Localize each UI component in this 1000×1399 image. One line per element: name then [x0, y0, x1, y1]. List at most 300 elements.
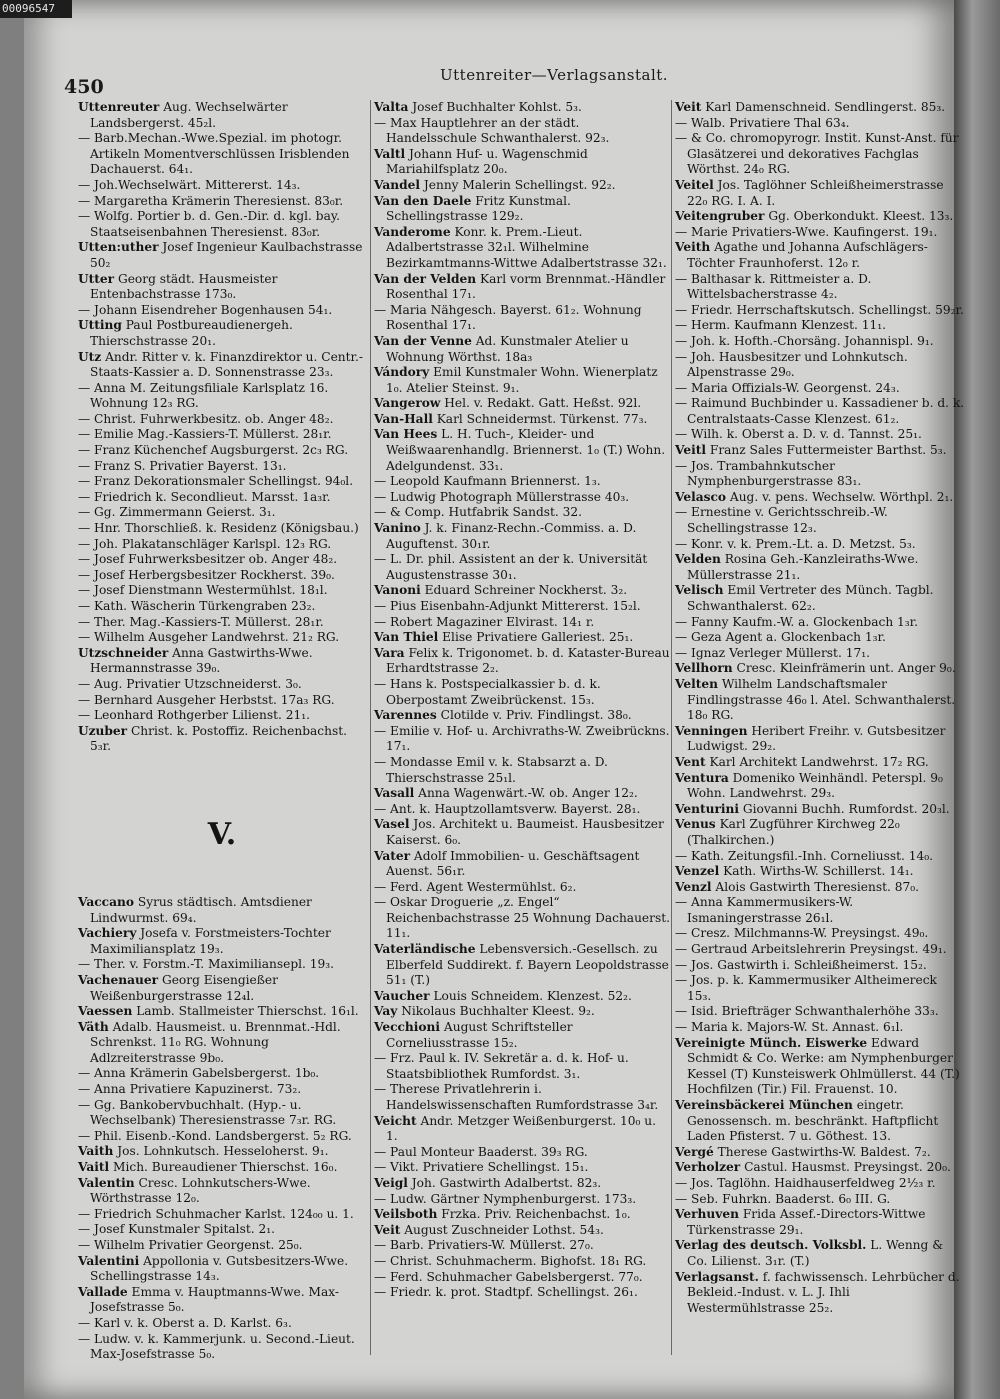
entry-details: eingetr. Genossensch. m. beschränkt. Haftpflicht Laden Pfisterst. 7 u. Göthest. 13.	[687, 1098, 939, 1144]
entry-details: — & Co. chromopyrogr. Instit. Kunst-Anst. für Glasätzerei und dekoratives Fachglas Wörthst. 24₀ RG.	[675, 131, 959, 177]
entry-surname: Vandel	[374, 177, 420, 192]
entry-details: Edward Schmidt & Co. Werke: am Nymphenburger Kessel (T) Kunsteiswerk Ohlmüllerst. 44 (T.) Hochfilzen (Tir.) Fil. Frauenst. 10.	[687, 1035, 960, 1097]
entry-surname: Vater	[374, 848, 411, 863]
directory-entry	[78, 131, 366, 178]
entry-details: L. H. Tuch-, Kleider- und Weißwaarenhandlg. Briennerst. 1₀ (T.) Wohn. Adelgundenst. 33₁.	[386, 427, 666, 473]
directory-entry	[78, 1332, 366, 1363]
entry-details: — Joh. k. Hofth.-Chorsäng. Johannispl. 9₁.	[675, 333, 934, 348]
entry-details: — Gertraud Arbeitslehrerin Preysingst. 49₁.	[675, 942, 947, 957]
entry-details: Louis Schneidem. Klenzest. 52₂.	[433, 988, 632, 1003]
entry-surname: Varennes	[374, 708, 437, 723]
entry-details: — Anna Kammermusikers-W. Ismaningerstrasse 26₁l.	[675, 895, 854, 925]
entry-details: L. Wenng & Co. Lilienst. 3₁r. (T.)	[687, 1238, 944, 1268]
directory-entry	[675, 209, 965, 225]
directory-entry	[78, 677, 366, 693]
entry-surname: Veigl	[374, 1175, 408, 1190]
entry-details: — Wilh. k. Oberst a. D. v. d. Tannst. 25₁.	[675, 427, 922, 442]
directory-entry	[374, 1020, 670, 1051]
entry-details: — Fanny Kaufm.-W. a. Glockenbach 1₃r.	[675, 614, 919, 629]
entry-details: Mich. Bureaudiener Thierschst. 16₀.	[113, 1160, 338, 1175]
directory-entry	[374, 880, 670, 896]
entry-details: J. k. Finanz-Rechn.-Commiss. a. D. Auguftenst. 30₁r.	[386, 521, 637, 551]
directory-entry	[374, 1192, 670, 1208]
directory-entry	[78, 1144, 366, 1160]
entry-details: Gg. Oberkondukt. Kleest. 13₃.	[768, 209, 954, 224]
directory-entry	[78, 194, 366, 210]
directory-entry	[675, 1238, 965, 1269]
entry-surname: Vent	[675, 754, 706, 769]
directory-entry	[374, 116, 670, 147]
entry-surname: Venningen	[675, 723, 748, 738]
entry-details: — Ferd. Agent Westermühlst. 6₂.	[374, 879, 577, 894]
directory-entry	[675, 677, 965, 724]
directory-entry	[374, 225, 670, 272]
directory-entry	[78, 724, 366, 755]
entry-details: — Marie Privatiers-Wwe. Kaufingerst. 19₁.	[675, 224, 938, 239]
entry-surname: Van-Hall	[374, 411, 433, 426]
entry-surname: Vaessen	[78, 1004, 133, 1019]
directory-entry	[675, 225, 965, 241]
entry-details: — Gg. Bankobervbuchhalt. (Hyp.- u. Wechselbank) Theresienstrasse 7₃r. RG.	[78, 1097, 337, 1128]
directory-entry	[675, 537, 965, 553]
entry-details: — Kath. Wäscherin Türkengraben 23₂.	[78, 599, 316, 613]
entry-details: — Wilhelm Privatier Georgenst. 25₀.	[78, 1238, 303, 1252]
running-header: Uttenreiter—Verlagsanstalt.	[440, 66, 669, 84]
directory-entry	[78, 1207, 366, 1223]
entry-details: Castul. Hausmst. Preysingst. 20₀.	[744, 1160, 951, 1175]
directory-entry	[675, 443, 965, 459]
directory-entry	[374, 989, 670, 1005]
directory-entry	[374, 849, 670, 880]
entry-details: — Josef Dienstmann Westermühlst. 18₁l.	[78, 583, 328, 598]
directory-entry	[78, 1160, 366, 1176]
directory-entry	[675, 1098, 965, 1145]
directory-entry	[675, 427, 965, 443]
entry-surname: Uzuber	[78, 723, 128, 738]
entry-surname: Vachiery	[78, 926, 137, 941]
directory-entry	[675, 1004, 965, 1020]
entry-details: — Maria k. Majors-W. St. Annast. 6₁l.	[675, 1020, 904, 1035]
entry-details: — Ant. k. Hauptzollamtsverw. Bayerst. 28₁.	[374, 801, 641, 816]
directory-entry	[374, 396, 670, 412]
entry-details: — Jos. Gastwirth i. Schleißheimerst. 15₂.	[675, 957, 927, 972]
entry-surname: Vachenauer	[78, 972, 159, 987]
directory-entry	[78, 381, 366, 412]
directory-entry	[374, 100, 670, 116]
column-rule	[671, 100, 672, 1355]
directory-entry	[78, 505, 366, 521]
entry-details: — Herm. Kaufmann Klenzest. 11₁.	[675, 318, 887, 333]
entry-details: Fritz Kunstmal. Schellingstrasse 129₂.	[386, 193, 571, 224]
directory-entry	[374, 412, 670, 428]
entry-details: Emil Vertreter des Münch. Tagbl. Schwanthalerst. 62₂.	[687, 583, 934, 613]
directory-entry	[675, 318, 965, 334]
directory-entry	[374, 615, 670, 631]
entry-surname: Vaucher	[374, 988, 430, 1003]
entry-details: — Phil. Eisenb.-Kond. Landsbergerst. 5₂ RG.	[78, 1128, 352, 1143]
section-letter-heading: V.	[207, 816, 237, 852]
directory-entry	[374, 1082, 670, 1113]
directory-entry	[78, 630, 366, 646]
entry-details: — Franz Küchenchef Augsburgerst. 2c₃ RG.	[78, 443, 349, 458]
entry-details: Emma v. Hauptmanns-Wwe. Max-Josefstrasse 5₀.	[90, 1284, 339, 1315]
entry-details: — Cresz. Milchmanns-W. Preysingst. 49₀.	[675, 926, 929, 941]
entry-surname: Vaterländische	[374, 942, 476, 957]
entry-details: — Wilhelm Ausgeher Landwehrst. 21₂ RG.	[78, 630, 340, 645]
entry-surname: Velasco	[675, 489, 727, 504]
directory-entry	[675, 131, 965, 178]
directory-entry	[374, 724, 670, 755]
entry-surname: Vecchioni	[374, 1020, 441, 1035]
entry-details: Frzka. Priv. Reichenbachst. 1₀.	[441, 1207, 631, 1222]
directory-entry	[374, 272, 670, 303]
entry-surname: Valtl	[374, 146, 406, 161]
directory-entry	[78, 1254, 366, 1285]
entry-surname: Velisch	[675, 583, 724, 598]
directory-entry	[78, 100, 366, 131]
directory-entry	[374, 583, 670, 599]
directory-entry	[78, 583, 366, 599]
directory-entry	[78, 1066, 366, 1082]
entry-details: — Paul Monteur Baaderst. 39₃ RG.	[374, 1144, 588, 1159]
directory-entry	[374, 365, 670, 396]
entry-details: — Josef Fuhrwerksbesitzer ob. Anger 48₂.	[78, 552, 338, 567]
directory-entry	[374, 521, 670, 552]
entry-details: Emil Kunstmaler Wohn. Wienerplatz 1₀. Atelier Steinst. 9₁.	[386, 365, 658, 395]
directory-entry	[675, 630, 965, 646]
entry-details: — Bernhard Ausgeher Herbstst. 17a₃ RG.	[78, 692, 335, 707]
entry-details: August Zuschneider Lothst. 54₃.	[404, 1222, 604, 1237]
directory-entry	[374, 942, 670, 989]
entry-surname: Valentini	[78, 1253, 140, 1268]
directory-entry	[374, 1145, 670, 1161]
directory-entry	[374, 786, 670, 802]
entry-details: Felix k. Trigonomet. b. d. Kataster-Bureau Erhardtstrasse 2₂.	[386, 645, 670, 676]
entry-details: — Johann Eisendreher Bogenhausen 54₁.	[78, 302, 333, 317]
directory-column-3	[675, 100, 965, 1316]
entry-details: Christ. k. Postoffiz. Reichenbachst. 5₃r.	[90, 723, 347, 754]
entry-details: Josef Buchhalter Kohlst. 5₃.	[412, 100, 582, 114]
directory-entry	[78, 178, 366, 194]
directory-entry	[78, 599, 366, 615]
entry-details: — Christ. Fuhrwerkbesitz. ob. Anger 48₂.	[78, 411, 334, 426]
directory-entry	[78, 1238, 366, 1254]
entry-details: Eduard Schreiner Nockherst. 3₂.	[424, 583, 628, 598]
directory-entry	[78, 568, 366, 584]
entry-details: Heribert Freihr. v. Gutsbesitzer Ludwigst. 29₂.	[687, 723, 946, 754]
entry-surname: Uttenreuter	[78, 100, 160, 114]
entry-surname: Valta	[374, 100, 409, 114]
directory-column-1	[78, 100, 366, 1363]
entry-surname: Veit	[675, 100, 702, 114]
entry-details: — & Comp. Hutfabrik Sandst. 32.	[374, 505, 583, 520]
directory-entry	[374, 1160, 670, 1176]
entry-details: — Maria Nähgesch. Bayerst. 61₂. Wohnung Rosenthal 17₁.	[374, 302, 642, 333]
entry-details: — Kath. Zeitungsfil.-Inh. Corneliusst. 14₀.	[675, 848, 934, 863]
entry-surname: Vergé	[675, 1144, 714, 1159]
page-number: 450	[64, 76, 104, 98]
directory-entry	[374, 708, 670, 724]
directory-entry	[675, 615, 965, 631]
directory-entry	[78, 646, 366, 677]
directory-entry	[78, 1020, 366, 1067]
entry-details: — Max Hauptlehrer an der städt. Handelsschule Schwanthalerst. 92₃.	[374, 115, 610, 146]
directory-entry	[675, 1270, 965, 1317]
entry-details: — L. Dr. phil. Assistent an der k. Universität Augustenstrasse 30₁.	[374, 552, 648, 582]
directory-entry	[675, 240, 965, 271]
entry-surname: Van Hees	[374, 427, 438, 442]
entry-details: — Margaretha Krämerin Theresienst. 83₀r.	[78, 193, 344, 208]
entry-surname: Vándory	[374, 365, 430, 380]
directory-entry	[374, 755, 670, 786]
directory-entry	[374, 490, 670, 506]
entry-details: — Ludwig Photograph Müllerstrasse 40₃.	[374, 489, 630, 504]
entry-surname: Veitengruber	[675, 209, 765, 224]
directory-entry	[675, 178, 965, 209]
entry-details: Jos. Taglöhner Schleißheimerstrasse 22₀ RG. I. A. I.	[687, 177, 944, 208]
directory-entry	[78, 240, 366, 271]
entry-details: — Isid. Briefträger Schwanthalerhöhe 33₃.	[675, 1004, 939, 1019]
entry-surname: Verlag des deutsch. Volksbl.	[675, 1238, 867, 1253]
entry-details: — Walb. Privatiere Thal 63₄.	[675, 115, 850, 130]
column-rule	[370, 100, 371, 1355]
directory-entry	[78, 537, 366, 553]
entry-details: Jenny Malerin Schellingst. 92₂.	[423, 177, 616, 192]
directory-entry	[374, 303, 670, 334]
entry-surname: Utting	[78, 318, 122, 333]
entry-details: Karl vorm Brennmat.-Händler Rosenthal 17₁.	[386, 271, 666, 302]
entry-details: — Ernestine v. Gerichtsschreib.-W. Schellingstrasse 12₃.	[675, 505, 888, 536]
directory-entry	[675, 864, 965, 880]
entry-surname: Verlagsanst.	[675, 1269, 759, 1284]
entry-surname: Veilsboth	[374, 1207, 438, 1222]
directory-entry	[374, 817, 670, 848]
entry-details: — Seb. Fuhrkn. Baaderst. 6₀ III. G.	[675, 1191, 891, 1206]
directory-entry	[78, 303, 366, 319]
entry-details: — Joh. Plakatanschläger Karlspl. 12₃ RG.	[78, 536, 332, 551]
directory-entry	[675, 490, 965, 506]
directory-entry	[675, 1160, 965, 1176]
entry-surname: Van der Venne	[374, 333, 472, 348]
directory-entry	[675, 396, 965, 427]
entry-surname: Veith	[675, 240, 711, 255]
entry-surname: Venus	[675, 817, 716, 832]
entry-details: — Geza Agent a. Glockenbach 1₃r.	[675, 630, 886, 645]
entry-surname: Veicht	[374, 1113, 417, 1128]
directory-entry	[675, 973, 965, 1004]
directory-entry	[374, 427, 670, 474]
entry-details: — Ignaz Verleger Müllerst. 17₁.	[675, 645, 870, 660]
directory-entry	[78, 1316, 366, 1332]
entry-details: — Aug. Privatier Utzschneiderst. 3₀.	[78, 676, 302, 691]
directory-entry	[675, 942, 965, 958]
entry-surname: Vaith	[78, 1144, 114, 1159]
directory-entry	[78, 1129, 366, 1145]
entry-details: — Anna Privatiere Kapuzinerst. 73₂.	[78, 1082, 302, 1097]
entry-surname: Utten:uther	[78, 240, 159, 255]
entry-details: Wilhelm Landschaftsmaler Findlingstrasse 46₀ l. Atel. Schwanthalerst. 18₀ RG.	[687, 676, 956, 723]
directory-entry	[374, 1176, 670, 1192]
entry-details: Karl Schneidermst. Türkenst. 77₃.	[436, 411, 648, 426]
directory-entry	[374, 802, 670, 818]
entry-details: Ad. Kunstmaler Atelier u Wohnung Wörthst. 18a₃	[386, 333, 629, 364]
entry-details: — Christ. Schuhmacherm. Bighofst. 18₁ RG.	[374, 1253, 647, 1268]
entry-details: Rosina Geh.-Kanzleiraths-Wwe. Müllerstrasse 21₁.	[687, 552, 919, 582]
entry-details: — Robert Magaziner Elvirast. 14₁ r.	[374, 614, 595, 629]
entry-surname: Venzel	[675, 864, 720, 879]
directory-entry	[675, 350, 965, 381]
entry-details: Karl Damenschneid. Sendlingerst. 85₃.	[705, 100, 946, 114]
directory-entry	[374, 474, 670, 490]
directory-entry	[78, 895, 366, 926]
entry-surname: Venturini	[675, 801, 739, 816]
entry-details: — Barb. Privatiers-W. Müllerst. 27₀.	[374, 1238, 594, 1253]
entry-details: — Ludw. Gärtner Nymphenburgerst. 173₃.	[374, 1191, 637, 1206]
directory-entry	[78, 957, 366, 973]
entry-surname: Utzschneider	[78, 645, 169, 660]
entry-details: — Jos. p. k. Kammermusiker Altheimereck 15₃.	[675, 973, 937, 1003]
entry-details: — Jos. Trambahnkutscher Nymphenburgerstrasse 83₁.	[675, 458, 862, 489]
entry-details: — Vikt. Privatiere Schellingst. 15₁.	[374, 1160, 589, 1175]
directory-entry	[374, 178, 670, 194]
entry-details: Cresc. Kleinfrämerin unt. Anger 9₀.	[736, 661, 956, 676]
directory-entry	[78, 693, 366, 709]
entry-surname: Väth	[78, 1019, 109, 1034]
entry-details: August Schriftsteller Corneliusstrasse 15₂.	[386, 1020, 573, 1050]
entry-details: — Leopold Kaufmann Briennerst. 1₃.	[374, 474, 601, 489]
entry-details: Therese Gastwirths-W. Baldest. 7₂.	[717, 1144, 931, 1159]
entry-details: Nikolaus Buchhalter Kleest. 9₂.	[401, 1004, 595, 1019]
entry-details: — Franz Dekorationsmaler Schellingst. 94₀l.	[78, 474, 354, 489]
entry-details: Syrus städtisch. Amtsdiener Lindwurmst. 69₄.	[90, 894, 312, 925]
entry-details: Appollonia v. Gutsbesitzers-Wwe. Schellingstrasse 14₃.	[90, 1253, 349, 1284]
directory-entry	[675, 1176, 965, 1192]
entry-details: — Friedrich Schuhmacher Karlst. 124₀₀ u. 1.	[78, 1206, 354, 1221]
directory-entry	[374, 552, 670, 583]
directory-entry	[374, 505, 670, 521]
entry-details: Joh. Gastwirth Adalbertst. 82₃.	[411, 1175, 602, 1190]
entry-details: Anna Wagenwärt.-W. ob. Anger 12₂.	[418, 786, 638, 801]
directory-entry	[78, 973, 366, 1004]
directory-entry	[78, 615, 366, 631]
directory-entry	[675, 1192, 965, 1208]
directory-entry	[78, 708, 366, 724]
entry-details: Jos. Lohnkutsch. Hesseloherst. 9₁.	[117, 1144, 329, 1159]
entry-details: Cresc. Lohnkutschers-Wwe. Wörthstrasse 12₀.	[90, 1175, 311, 1206]
directory-entry	[78, 1082, 366, 1098]
entry-details: — Frz. Paul k. IV. Sekretär a. d. k. Hof- u. Staatsbibliothek Rumfordst. 3₁.	[374, 1051, 629, 1081]
entry-details: — Therese Privatlehrerin i. Handelswissenschaften Rumfordstrasse 3₄r.	[374, 1082, 659, 1112]
directory-entry	[78, 1004, 366, 1020]
entry-details: Josef Ingenieur Kaulbachstrasse 50₂	[90, 240, 363, 270]
directory-entry	[675, 926, 965, 942]
directory-entry	[78, 1176, 366, 1207]
directory-entry	[78, 552, 366, 568]
entry-surname: Vay	[374, 1004, 398, 1019]
directory-entry	[78, 272, 366, 303]
directory-entry	[78, 926, 366, 957]
directory-entry	[374, 1223, 670, 1239]
directory-entry	[374, 599, 670, 615]
entry-details: Lamb. Stallmeister Thierschst. 16₁l.	[136, 1004, 359, 1019]
directory-entry	[675, 552, 965, 583]
entry-details: Jos. Architekt u. Baumeist. Hausbesitzer Kaiserst. 6₀.	[386, 817, 664, 847]
entry-details: — Josef Kunstmaler Spitalst. 2₁.	[78, 1222, 275, 1237]
entry-details: — Mondasse Emil v. k. Stabsarzt a. D. Thierschstrasse 25₁l.	[374, 754, 608, 785]
entry-details: — Barb.Mechan.-Wwe.Spezial. im photogr. Artikeln Momentverschlüssen Irisblenden Dachauerst. 64₁.	[78, 131, 350, 177]
scan-reference-id: 00096547	[0, 0, 72, 18]
entry-details: Clotilde v. Priv. Findlingst. 38₀.	[440, 708, 632, 723]
directory-entry	[675, 895, 965, 926]
directory-entry	[675, 303, 965, 319]
entry-details: Elise Privatiere Galleriest. 25₁.	[442, 630, 634, 645]
directory-entry	[374, 1114, 670, 1145]
entry-details: — Hans k. Postspecialkassier b. d. k. Oberpostamt Zweibrückenst. 15₃.	[374, 676, 601, 707]
entry-details: — Raimund Buchbinder u. Kassadiener b. d. k. Centralstaats-Casse Klenzest. 61₂.	[675, 396, 965, 426]
entry-details: — Ther. Mag.-Kassiers-T. Müllerst. 28₁r.	[78, 614, 324, 629]
entry-surname: Vangerow	[374, 396, 441, 411]
directory-entry	[374, 646, 670, 677]
directory-entry	[675, 661, 965, 677]
entry-details: — Josef Herbergsbesitzer Rockherst. 39₀.	[78, 567, 335, 582]
entry-details: Aug. Wechselwärter Landsbergerst. 45₂l.	[90, 100, 288, 130]
entry-surname: Vasel	[374, 817, 410, 832]
entry-surname: Veitl	[675, 443, 706, 458]
directory-entry	[78, 427, 366, 443]
entry-details: — Hnr. Thorschließ. k. Residenz (Königsbau.)	[78, 521, 359, 536]
directory-entry	[78, 474, 366, 490]
entry-details: Anna Gastwirths-Wwe. Hermannstrasse 39₀.	[90, 645, 313, 676]
entry-details: — Leonhard Rothgerber Lilienst. 21₁.	[78, 708, 311, 723]
entry-details: — Maria Offizials-W. Georgenst. 24₃.	[675, 380, 900, 395]
entry-details: Johann Huf- u. Wagenschmid Mariahilfsplatz 20₀.	[386, 146, 588, 177]
entry-details: — Joh. Hausbesitzer und Lohnkutsch. Alpenstrasse 29₀.	[675, 349, 908, 380]
entry-surname: Vanderome	[374, 224, 451, 239]
directory-entry	[78, 318, 366, 349]
directory-entry	[374, 1004, 670, 1020]
directory-entry	[374, 1270, 670, 1286]
entry-details: — Oskar Droguerie „z. Engel“ Reichenbachstrasse 25 Wohnung Dachauerst. 11₁.	[374, 895, 670, 941]
directory-entry	[675, 116, 965, 132]
entry-details: Frida Assef.-Directors-Wittwe Türkenstrasse 29₁.	[687, 1207, 926, 1237]
directory-entry	[78, 1222, 366, 1238]
entry-details: — Ther. v. Forstm.-T. Maximiliansepl. 19₃.	[78, 957, 335, 972]
directory-entry	[675, 958, 965, 974]
entry-details: Karl Architekt Landwehrst. 17₂ RG.	[709, 754, 929, 769]
directory-entry	[374, 334, 670, 365]
directory-entry	[78, 490, 366, 506]
entry-details: — Friedr. k. prot. Stadtpf. Schellingst. 26₁.	[374, 1285, 638, 1300]
entry-details: — Joh.Wechselwärt. Mittererst. 14₃.	[78, 177, 301, 192]
entry-details: Karl Zugführer Kirchweg 22₀ (Thalkirchen.)	[687, 817, 900, 847]
directory-entry	[78, 209, 366, 240]
directory-entry	[78, 350, 366, 381]
directory-entry	[675, 724, 965, 755]
entry-details: Giovanni Buchh. Rumfordst. 20₃l.	[742, 801, 950, 816]
entry-surname: Vellhorn	[675, 661, 733, 676]
entry-surname: Vanoni	[374, 583, 421, 598]
entry-surname: Vara	[374, 645, 405, 660]
entry-surname: Ventura	[675, 770, 729, 785]
directory-entry	[78, 1285, 366, 1316]
entry-details: Georg Eisengießer Weißenburgerstrasse 12₄l.	[90, 972, 278, 1003]
entry-details: — Pius Eisenbahn-Adjunkt Mittererst. 15₂l.	[374, 599, 641, 613]
entry-details: f. fachwissensch. Lehrbücher d. Bekleid.-Indust. v. L. J. Ihli Westermühlstrasse 25₂.	[687, 1269, 960, 1315]
directory-entry	[675, 771, 965, 802]
entry-details: — Wolfg. Portier b. d. Gen.-Dir. d. kgl. bay. Staatseisenbahnen Theresienst. 83₀r.	[78, 209, 341, 239]
directory-entry	[374, 147, 670, 178]
entry-surname: Van der Velden	[374, 271, 477, 286]
